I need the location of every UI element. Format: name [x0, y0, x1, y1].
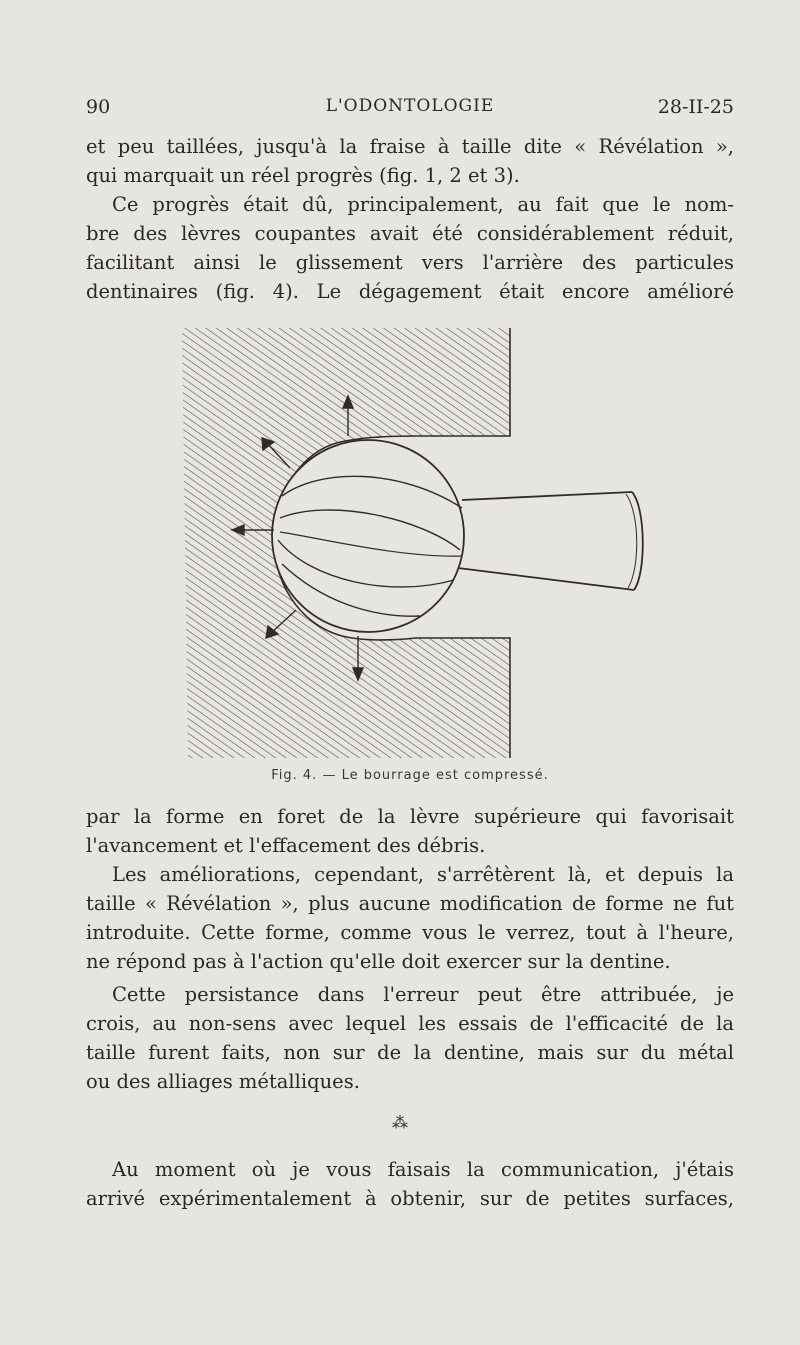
- text-line: Les améliorations, cependant, s'arrêtèrent là, et depuis la: [112, 863, 734, 886]
- paragraph-2: [86, 190, 734, 306]
- text-line: l'avancement et l'effacement des débris.: [86, 834, 486, 857]
- text-line: et peu taillées, jusqu'à la fraise à taille dite « Révélation »,: [86, 135, 734, 158]
- issue-date: 28-II-25: [657, 96, 734, 118]
- text-line: arrivé expérimentalement à obtenir, sur de petites surfaces,: [86, 1187, 734, 1210]
- page-number: 90: [86, 96, 111, 118]
- text-line: ne répond pas à l'action qu'elle doit exercer sur la dentine.: [86, 950, 671, 973]
- text-line: bre des lèvres coupantes avait été considérablement réduit,: [86, 222, 734, 245]
- text-line: Ce progrès était dû, principalement, au fait que le nom-: [112, 193, 734, 216]
- text-line: introduite. Cette forme, comme vous le verrez, tout à l'heure,: [86, 921, 734, 944]
- journal-title: L'ODONTOLOGIE: [325, 96, 495, 116]
- figure-caption: Fig. 4. — Le bourrage est compressé.: [271, 768, 549, 783]
- paragraph-6: [86, 1155, 734, 1213]
- text-line: ou des alliages métalliques.: [86, 1070, 360, 1093]
- text-line: dentinaires (fig. 4). Le dégagement était encore amélioré: [86, 280, 734, 303]
- bur-in-cavity-illustration: [170, 318, 650, 758]
- paragraph-1: [86, 132, 734, 190]
- section-asterism: ⁂: [392, 1113, 408, 1132]
- running-header: [86, 96, 734, 122]
- text-line: Cette persistance dans l'erreur peut être attribuée, je: [112, 983, 734, 1006]
- text-line: taille « Révélation », plus aucune modification de forme ne fut: [86, 892, 734, 915]
- text-line: crois, au non-sens avec lequel les essais de l'efficacité de la: [86, 1012, 734, 1035]
- paragraph-4: [86, 860, 734, 976]
- text-line: facilitant ainsi le glissement vers l'arrière des particules: [86, 251, 734, 274]
- paragraph-3: [86, 802, 734, 860]
- text-line: taille furent faits, non sur de la dentine, mais sur du métal: [86, 1041, 734, 1064]
- text-line: par la forme en foret de la lèvre supérieure qui favorisait: [86, 805, 734, 828]
- text-line: Au moment où je vous faisais la communication, j'étais: [112, 1158, 734, 1181]
- figure-4-drawing: [170, 318, 650, 758]
- text-line: qui marquait un réel progrès (fig. 1, 2 et 3).: [86, 164, 520, 187]
- paragraph-5: [86, 980, 734, 1096]
